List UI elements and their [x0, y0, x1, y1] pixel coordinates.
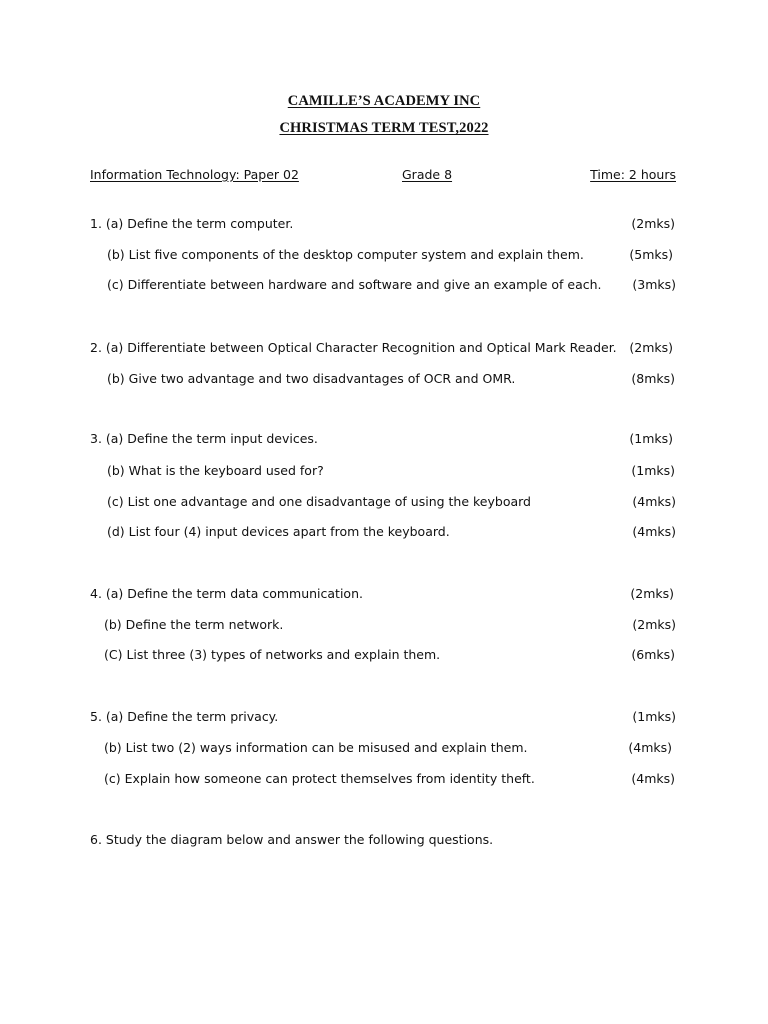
marks-4a: (2mks)	[630, 586, 674, 601]
marks-1b: (5mks)	[629, 247, 673, 262]
grade-label: Grade 8	[402, 167, 453, 182]
marks-5c: (4mks)	[631, 771, 675, 786]
question-3d: (d) List four (4) input devices apart from the keyboard.	[107, 524, 450, 539]
marks-2b: (8mks)	[631, 371, 675, 386]
question-5c: (c) Explain how someone can protect themselves from identity theft.	[104, 771, 535, 786]
question-4c: (C) List three (3) types of networks and explain them.	[104, 647, 441, 662]
test-title: CHRISTMAS TERM TEST,2022	[279, 120, 489, 136]
marks-5a: (1mks)	[632, 709, 676, 724]
marks-3b: (1mks)	[631, 463, 675, 478]
marks-3d: (4mks)	[632, 524, 676, 539]
marks-1c: (3mks)	[632, 277, 676, 292]
question-5b: (b) List two (2) ways information can be misused and explain them.	[104, 740, 528, 755]
marks-1a: (2mks)	[631, 216, 675, 231]
question-3a: 3. (a) Define the term input devices.	[90, 431, 318, 446]
question-3c: (c) List one advantage and one disadvantage of using the keyboard	[107, 494, 531, 509]
question-6: 6. Study the diagram below and answer the following questions.	[90, 832, 494, 847]
question-4b: (b) Define the term network.	[104, 617, 284, 632]
question-4a: 4. (a) Define the term data communication.	[90, 586, 363, 601]
question-1a: 1. (a) Define the term computer.	[90, 216, 294, 231]
question-2a: 2. (a) Differentiate between Optical Character Recognition and Optical Mark Reader.	[90, 340, 617, 355]
question-1b: (b) List five components of the desktop computer system and explain them.	[107, 247, 584, 262]
question-5a: 5. (a) Define the term privacy.	[90, 709, 279, 724]
marks-3c: (4mks)	[632, 494, 676, 509]
marks-2a: (2mks)	[629, 340, 673, 355]
subject-label: Information Technology: Paper 02	[90, 167, 299, 182]
question-2b: (b) Give two advantage and two disadvantages of OCR and OMR.	[107, 371, 516, 386]
marks-3a: (1mks)	[629, 431, 673, 446]
question-3b: (b) What is the keyboard used for?	[107, 463, 324, 478]
question-1c: (c) Differentiate between hardware and software and give an example of each.	[107, 277, 602, 292]
time-label: Time: 2 hours	[590, 167, 676, 182]
marks-4c: (6mks)	[631, 647, 675, 662]
school-name: CAMILLE’S ACADEMY INC	[287, 93, 481, 109]
marks-5b: (4mks)	[628, 740, 672, 755]
marks-4b: (2mks)	[632, 617, 676, 632]
